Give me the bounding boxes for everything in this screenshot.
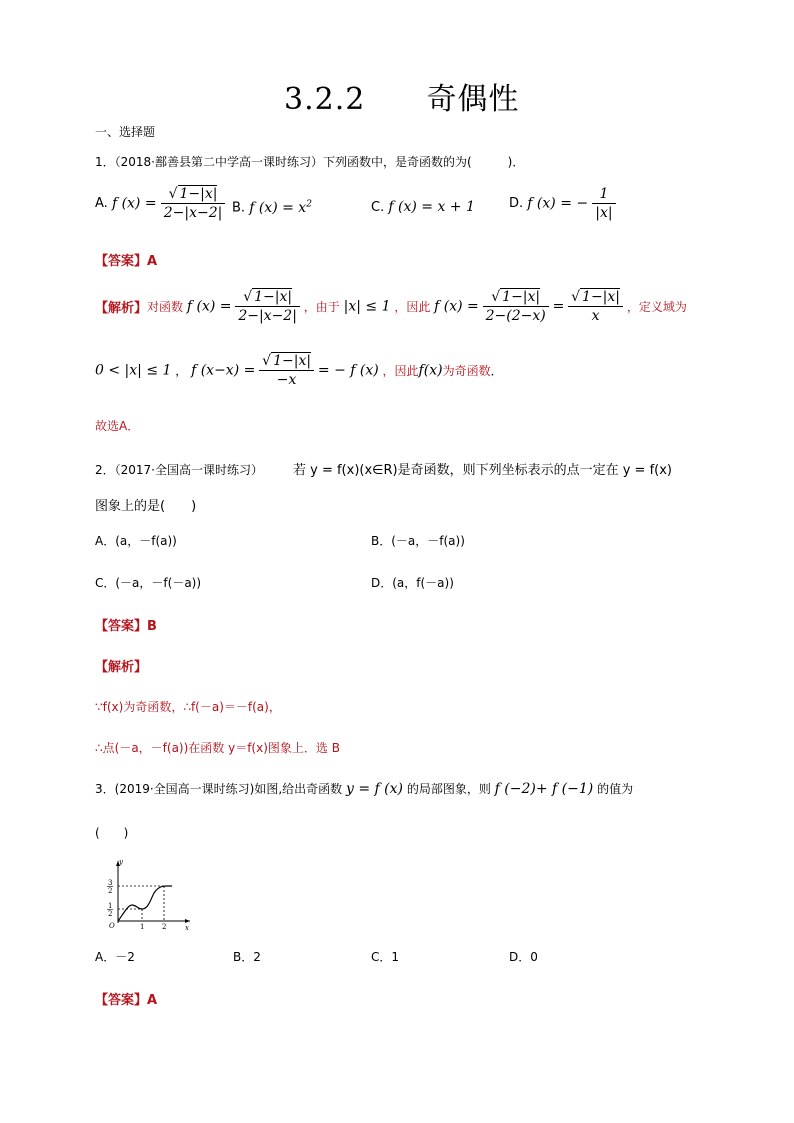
q2-analysis-label: 【解析】	[95, 660, 148, 675]
q1-option-c: C. f (x) = x + 1	[371, 199, 475, 215]
origin-label: O	[109, 922, 115, 930]
q1-stem: 1．（2018·鄯善县第二中学高一课时练习）下列函数中，是奇函数的为( )．	[95, 155, 525, 169]
q2-stem-line1: 2．（2017·全国高一课时练习） 若 y = f(x)(x∈R)是奇函数，则下列坐标表示的点一定在 y = f(x)	[95, 463, 672, 478]
y-tick-bottom-den: 2	[108, 910, 113, 918]
q1-analysis-line2: 0 < |x| ≤ 1 ， f (x−x) = $\frac{√ 1-|x|}{-x}$ = − f (x) ，因此f(x)为奇函数．	[95, 353, 503, 388]
y-tick-top-den: 2	[108, 887, 113, 895]
q1-answer: 【答案】A	[95, 254, 158, 269]
x-tick-1: 1	[140, 923, 145, 930]
q3-answer: 【答案】A	[95, 993, 158, 1008]
q1-option-a: A. f (x) = $\frac{√ 1-|x|}{2-|x-2|}$	[95, 185, 225, 222]
q1-option-b: B. f $(x) = x^2$	[232, 199, 312, 216]
q1-option-d: D. f (x) = − $\frac{1}{|x|}$	[509, 185, 616, 222]
q1-conclusion: 故选A．	[95, 419, 140, 433]
q3-option-a: A．－2	[95, 950, 135, 964]
section-heading: 一、选择题	[95, 125, 156, 139]
q2-analysis-line2: ∴点(－a，－f(a))在函数 y＝f(x)图象上．选 B	[95, 741, 340, 755]
q3-stem: 3．(2019·全国高一课时练习)如图,给出奇函数 y = f (x) 的局部图象，则 f (−2)+ f (−1) 的值为	[95, 781, 634, 797]
q2-option-c: C．(－a，－f(－a))	[95, 576, 202, 590]
q3-option-c: C．1	[371, 950, 400, 964]
title-number: 3.2.2	[284, 82, 366, 117]
q2-option-b: B．(－a，－f(a))	[371, 534, 465, 548]
x-axis-label: x	[185, 924, 189, 930]
q1-analysis-line1: 【解析】对函数 f (x) = $\frac{√ 1-|x|}{2-|x-2|}$ ，由于 |x| ≤ 1 ，因此 f (x) = $\frac{√ 1-|x|}{2-(2-x)}$ = $\frac{√ 1-|x|}{x}$ ，定义域为	[95, 289, 687, 324]
x-tick-2: 2	[162, 923, 167, 930]
y-tick-top-num: 3	[108, 879, 113, 887]
q3-function-graph	[100, 855, 195, 930]
q3-stem-paren: ( )	[95, 826, 129, 840]
title-name: 奇偶性	[426, 82, 520, 117]
q3-option-d: D．0	[509, 950, 538, 964]
q2-option-a: A．(a，－f(a))	[95, 534, 177, 548]
q2-analysis-line1: ∵f(x)为奇函数，∴f(－a)＝－f(a)，	[95, 700, 281, 714]
y-tick-bottom-num: 1	[108, 902, 113, 910]
q2-option-d: D．(a，f(－a))	[371, 576, 454, 590]
q2-answer: 【答案】B	[95, 619, 157, 634]
q2-stem-line2: 图象上的是( )	[95, 499, 197, 514]
y-axis-label: y	[119, 858, 123, 866]
x-axis-arrow	[185, 919, 190, 923]
page-title	[284, 74, 519, 118]
q3-option-b: B．2	[233, 950, 261, 964]
